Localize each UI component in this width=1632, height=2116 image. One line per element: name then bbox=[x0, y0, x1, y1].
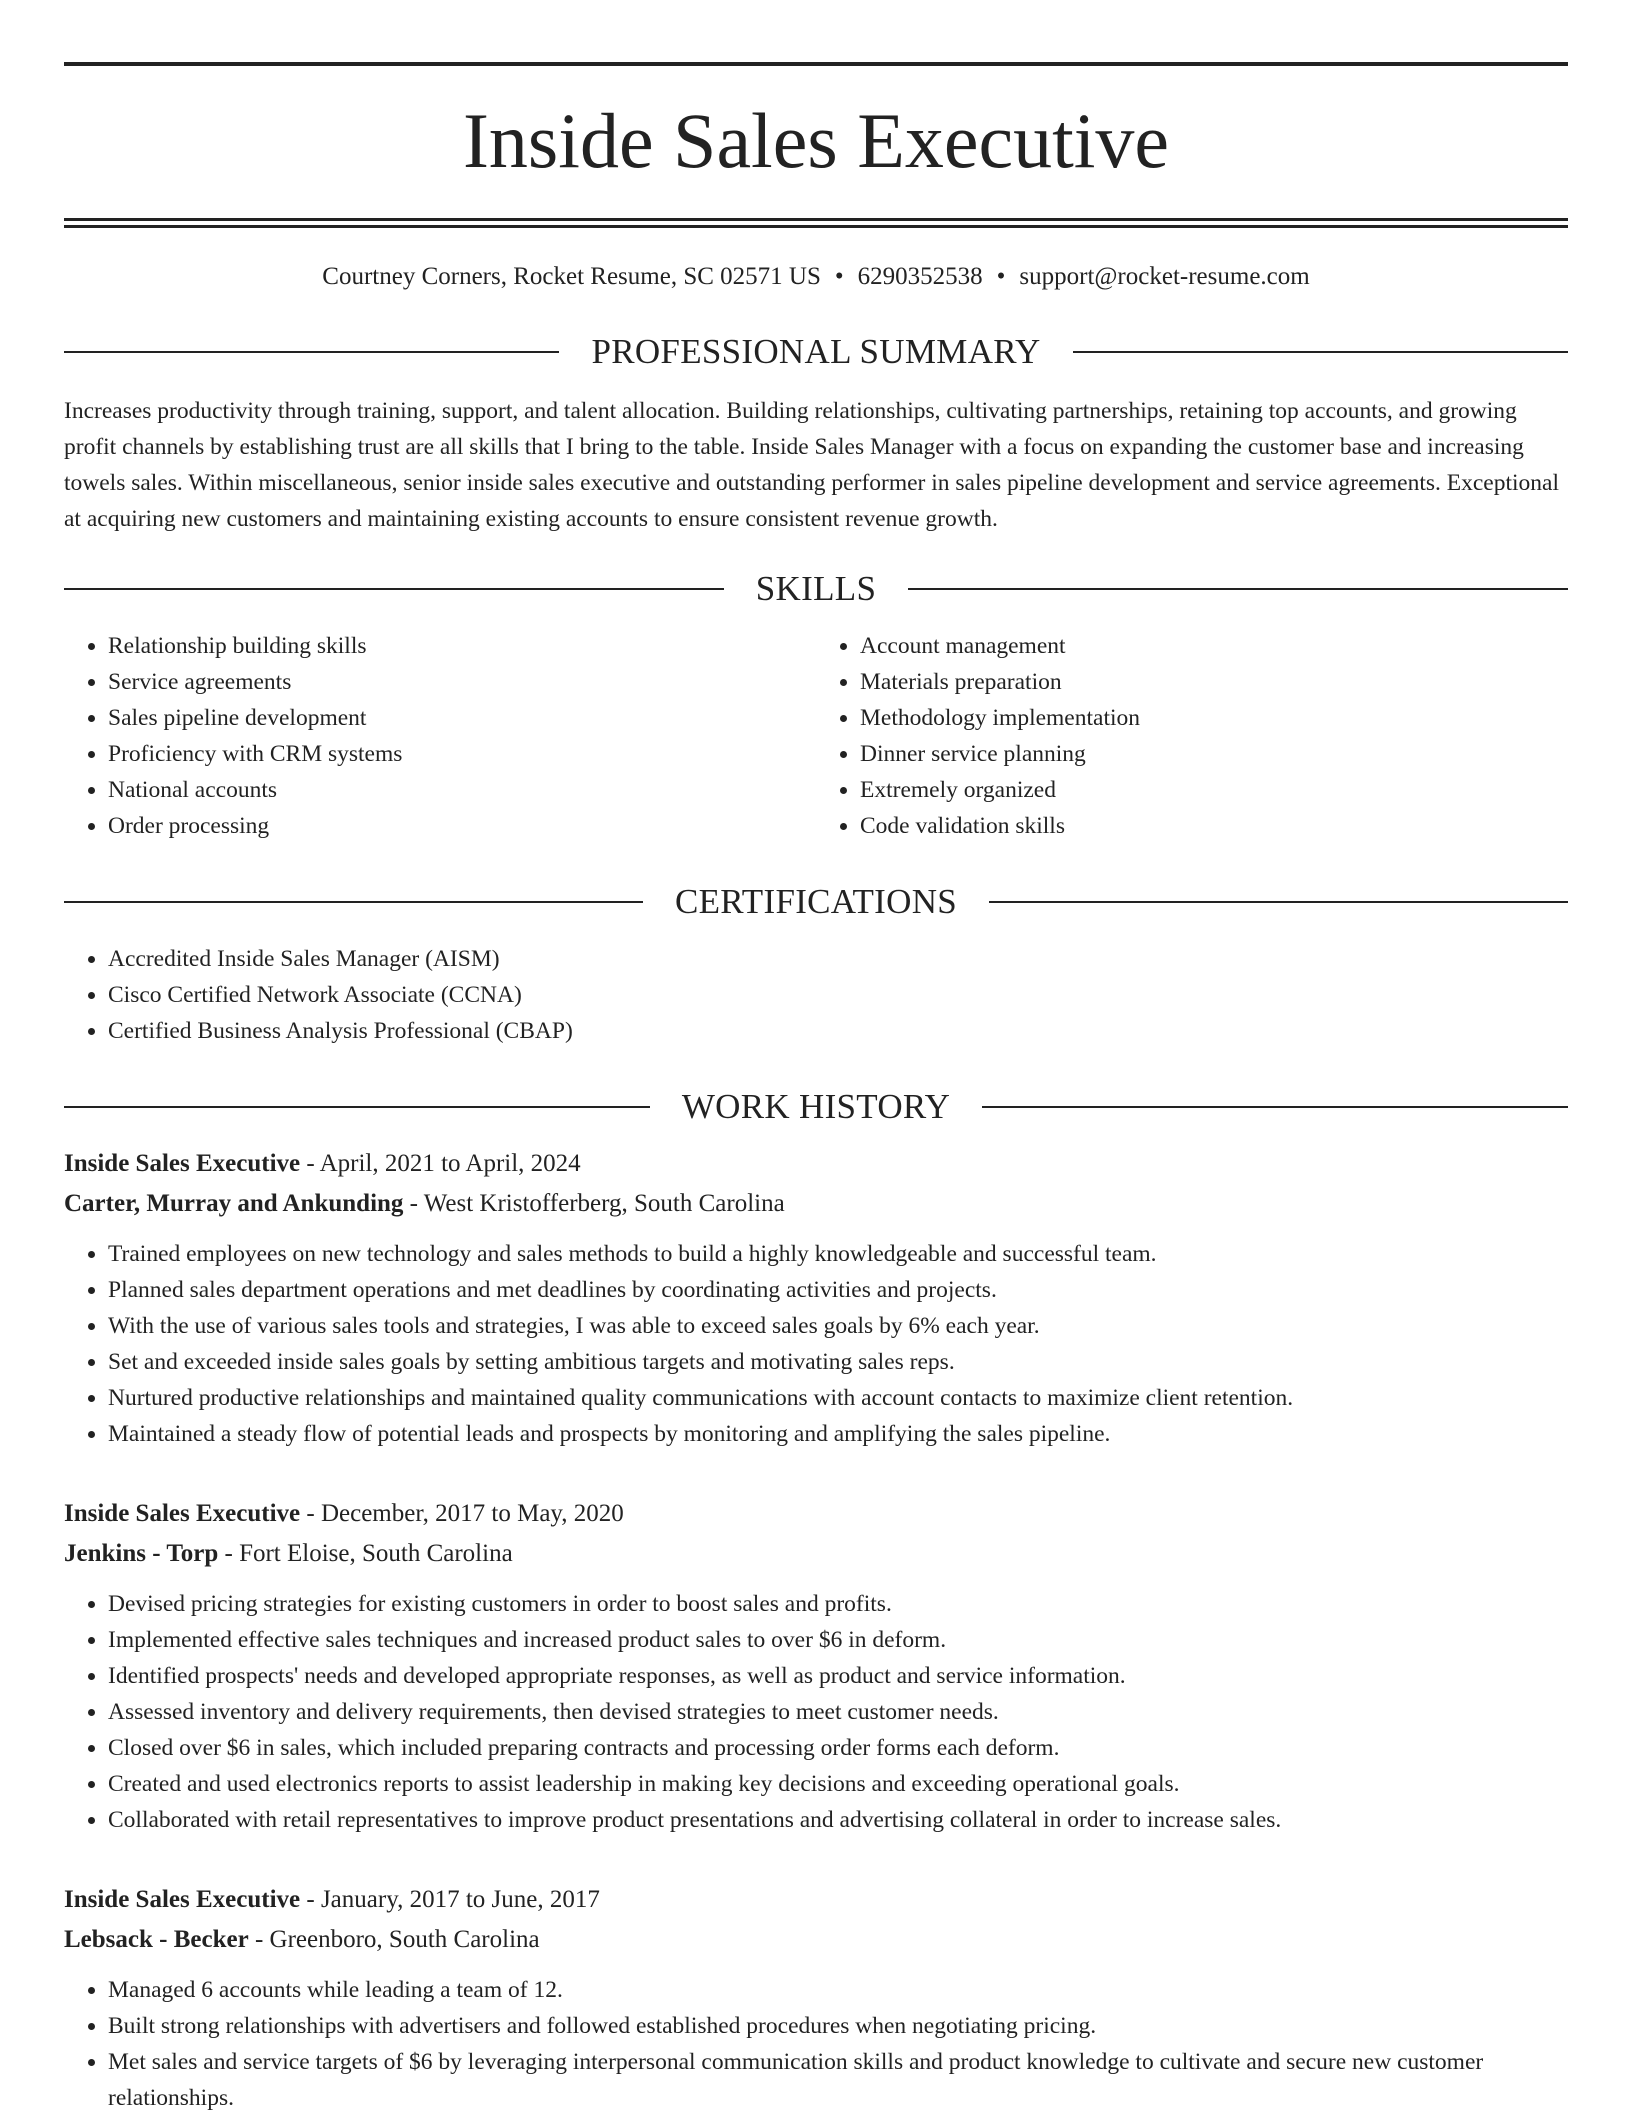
job-company-line bbox=[64, 1920, 1568, 1960]
summary-heading bbox=[64, 334, 1568, 369]
skill-item: • Order processing bbox=[108, 808, 816, 844]
job-bullet: • Met sales and service targets of $6 by leveraging interpersonal communication skills and product knowledge to cultivate and secure new customer relationships. bbox=[108, 2044, 1568, 2116]
job-title: Inside Sales Executive bbox=[64, 1150, 301, 1177]
skill-item: • Relationship building skills bbox=[108, 628, 816, 664]
heading-rule bbox=[64, 588, 724, 590]
job-bullet: • Collaborated with retail representatives to improve product presentations and advertising collateral in order to increase sales. bbox=[108, 1802, 1568, 1838]
contact-address: Courtney Corners, Rocket Resume, SC 02571 US bbox=[322, 263, 821, 290]
heading-rule bbox=[982, 1106, 1568, 1108]
contact-line bbox=[64, 262, 1568, 292]
heading-rule bbox=[64, 901, 643, 903]
job-bullets bbox=[64, 1586, 1568, 1838]
skill-item: • Sales pipeline development bbox=[108, 700, 816, 736]
certification-item: • Certified Business Analysis Professional (CBAP) bbox=[108, 1013, 1568, 1049]
skills-heading bbox=[64, 571, 1568, 606]
job-bullet: • Nurtured productive relationships and maintained quality communications with account contacts to maximize client retention. bbox=[108, 1380, 1568, 1416]
skill-item: • Proficiency with CRM systems bbox=[108, 736, 816, 772]
skill-item: • Account management bbox=[860, 628, 1568, 664]
certification-item: • Cisco Certified Network Associate (CCNA) bbox=[108, 977, 1568, 1013]
job-location: - Greenboro, South Carolina bbox=[248, 1926, 540, 1953]
job-bullet: • With the use of various sales tools and strategies, I was able to exceed sales goals by 6% each year. bbox=[108, 1308, 1568, 1344]
job-bullet: • Assessed inventory and delivery requirements, then devised strategies to meet customer needs. bbox=[108, 1694, 1568, 1730]
job-entry bbox=[64, 1144, 1568, 1452]
job-bullets bbox=[64, 1972, 1568, 2116]
skills-left-column bbox=[64, 628, 816, 844]
skills-right-column bbox=[816, 628, 1568, 844]
work-history-heading-label: WORK HISTORY bbox=[681, 1087, 951, 1126]
heading-rule bbox=[908, 588, 1568, 590]
job-entry bbox=[64, 1880, 1568, 2116]
job-company: Carter, Murray and Ankunding bbox=[64, 1190, 404, 1217]
job-bullet: • Identified prospects' needs and developed appropriate responses, as well as product and service information. bbox=[108, 1658, 1568, 1694]
contact-email: support@rocket-resume.com bbox=[1019, 263, 1310, 290]
skill-item: • Code validation skills bbox=[860, 808, 1568, 844]
heading-rule bbox=[989, 901, 1568, 903]
job-entry bbox=[64, 1494, 1568, 1838]
job-location: - West Kristofferberg, South Carolina bbox=[403, 1190, 785, 1217]
skill-item: • Service agreements bbox=[108, 664, 816, 700]
job-title-line bbox=[64, 1494, 1568, 1534]
summary-text: Increases productivity through training, support, and talent allocation. Building relationships, cultivating partnerships, retaining top accounts, and growing profit channels by establishing trust are all skills that I bring to the table. Inside Sales Manager with a focus on expanding the customer base and increasing towels sales. Within miscellaneous, senior inside sales executive and outstanding performer in sales pipeline development and service agreements. Exceptional at acquiring new customers and maintaining existing accounts to ensure consistent revenue growth. bbox=[64, 398, 1559, 532]
job-bullets bbox=[64, 1236, 1568, 1452]
job-dates: - January, 2017 to June, 2017 bbox=[300, 1886, 600, 1913]
job-title: Inside Sales Executive bbox=[64, 1500, 301, 1527]
job-title-line bbox=[64, 1144, 1568, 1184]
contact-phone: 6290352538 bbox=[857, 263, 983, 290]
job-title-line bbox=[64, 1880, 1568, 1920]
job-bullet: • Trained employees on new technology and sales methods to build a highly knowledgeable and successful team. bbox=[108, 1236, 1568, 1272]
job-bullet: • Planned sales department operations and met deadlines by coordinating activities and projects. bbox=[108, 1272, 1568, 1308]
skills-heading-label: SKILLS bbox=[755, 569, 877, 608]
heading-rule bbox=[1073, 351, 1568, 353]
heading-rule bbox=[64, 351, 559, 353]
contact-separator: • bbox=[996, 263, 1006, 290]
skill-item: • Methodology implementation bbox=[860, 700, 1568, 736]
certifications-heading bbox=[64, 884, 1568, 919]
job-bullet: • Devised pricing strategies for existing customers in order to boost sales and profits. bbox=[108, 1586, 1568, 1622]
job-bullet: • Maintained a steady flow of potential leads and prospects by monitoring and amplifying the sales pipeline. bbox=[108, 1416, 1568, 1452]
job-bullet: • Set and exceeded inside sales goals by setting ambitious targets and motivating sales reps. bbox=[108, 1344, 1568, 1380]
job-bullet: • Managed 6 accounts while leading a team of 12. bbox=[108, 1972, 1568, 2008]
skill-item: • Dinner service planning bbox=[860, 736, 1568, 772]
certification-item: • Accredited Inside Sales Manager (AISM) bbox=[108, 941, 1568, 977]
title-double-rule bbox=[64, 218, 1568, 228]
heading-rule bbox=[64, 1106, 650, 1108]
certifications-heading-label: CERTIFICATIONS bbox=[674, 882, 958, 921]
skill-item: • Extremely organized bbox=[860, 772, 1568, 808]
summary-heading-label: PROFESSIONAL SUMMARY bbox=[591, 332, 1041, 371]
job-bullet: • Created and used electronics reports to assist leadership in making key decisions and exceeding operational goals. bbox=[108, 1766, 1568, 1802]
job-dates: - December, 2017 to May, 2020 bbox=[300, 1500, 624, 1527]
job-bullet: • Built strong relationships with advertisers and followed established procedures when negotiating pricing. bbox=[108, 2008, 1568, 2044]
skill-item: • Materials preparation bbox=[860, 664, 1568, 700]
job-company: Jenkins - Torp bbox=[64, 1540, 219, 1567]
top-rule bbox=[64, 62, 1568, 66]
job-company-line bbox=[64, 1534, 1568, 1574]
job-company: Lebsack - Becker bbox=[64, 1926, 249, 1953]
certifications-list bbox=[64, 941, 1568, 1049]
skills-list bbox=[64, 628, 1568, 844]
job-bullet: • Implemented effective sales techniques and increased product sales to over $6 in deform. bbox=[108, 1622, 1568, 1658]
contact-separator: • bbox=[834, 263, 844, 290]
job-location: - Fort Eloise, South Carolina bbox=[218, 1540, 513, 1567]
skill-item: • National accounts bbox=[108, 772, 816, 808]
job-dates: - April, 2021 to April, 2024 bbox=[300, 1150, 581, 1177]
job-bullet: • Closed over $6 in sales, which included preparing contracts and processing order forms each deform. bbox=[108, 1730, 1568, 1766]
job-title: Inside Sales Executive bbox=[64, 1886, 301, 1913]
resume-title: Inside Sales Executive bbox=[462, 97, 1170, 184]
resume-page bbox=[64, 0, 1568, 2116]
work-history-heading bbox=[64, 1089, 1568, 1124]
job-company-line bbox=[64, 1184, 1568, 1224]
